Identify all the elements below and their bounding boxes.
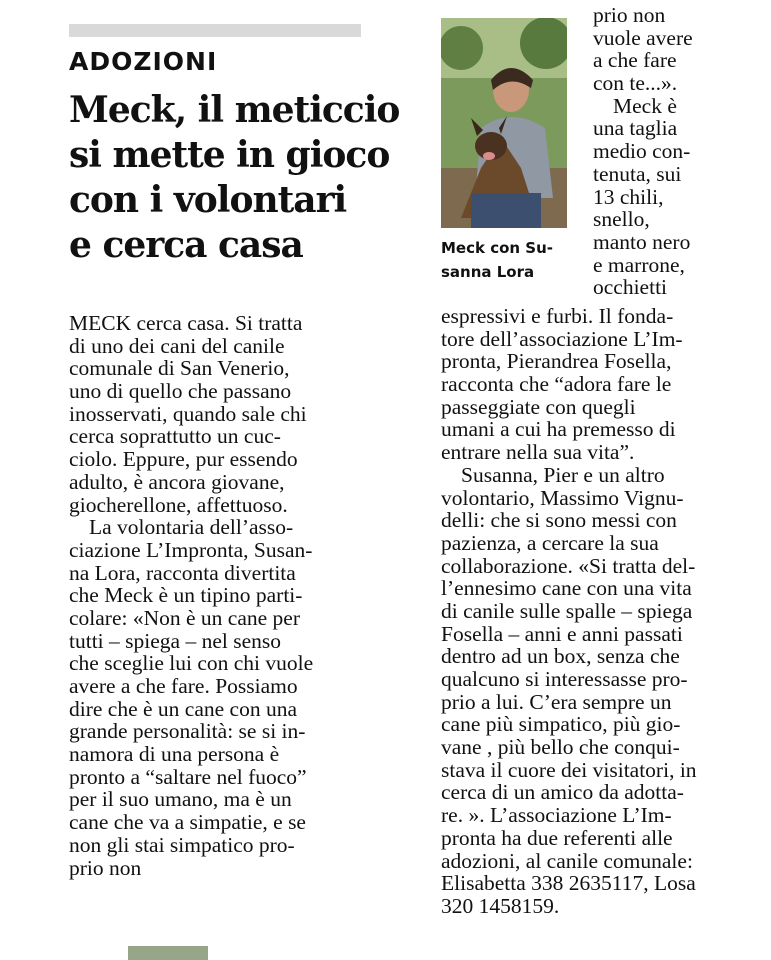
text-line: ciazione L’Impronta, Susan- xyxy=(69,537,313,562)
text-line: prio a lui. C’era sempre un xyxy=(441,689,672,714)
text-line: uno di quello che passano xyxy=(69,379,292,404)
text-line: giocherellone, affettuoso. xyxy=(69,492,288,517)
text-line: Meck è xyxy=(613,93,677,118)
text-line: e marrone, xyxy=(593,252,685,277)
text-line: espressivi e furbi. Il fonda- xyxy=(441,304,674,328)
text-line: cerca di un amico da adotta- xyxy=(441,780,684,805)
text-line: medio con- xyxy=(593,139,691,164)
text-line: Susanna, Pier e un altro xyxy=(461,462,665,487)
text-line: snello, xyxy=(593,207,650,232)
text-line: entrare nella sua vita”. xyxy=(441,440,635,465)
text-line: con te...». xyxy=(593,71,678,96)
text-line: vuole avere xyxy=(593,25,693,50)
text-line: re. ». L’associazione L’Im- xyxy=(441,803,672,828)
text-line: non gli stai simpatico pro- xyxy=(69,832,295,857)
text-line: inosservati, quando sale chi xyxy=(69,401,307,426)
text-line: cerca soprattutto un cuc- xyxy=(69,424,281,449)
text-line: namora di una persona è xyxy=(69,742,280,767)
text-line: grande personalità: se si in- xyxy=(69,719,306,744)
text-line: vane , più bello che conqui- xyxy=(441,735,680,760)
text-line: tenuta, sui xyxy=(593,161,682,186)
text-line: pronto a “saltare nel fuoco” xyxy=(69,764,307,789)
text-line: adulto, è ancora giovane, xyxy=(69,469,285,494)
article-column-left xyxy=(69,312,369,879)
text-line: che Meck è un tipino parti- xyxy=(69,583,303,608)
caption-line: sanna Lora xyxy=(441,263,535,281)
headline xyxy=(69,88,400,268)
photo-illustration xyxy=(441,18,567,228)
text-line: avere a che fare. Possiamo xyxy=(69,674,298,698)
headline-line: e cerca casa xyxy=(69,224,303,266)
text-line: pazienza, a cercare la sua xyxy=(441,530,659,555)
text-line: Elisabetta 338 2635117, Losa xyxy=(441,871,696,896)
text-line: adozioni, al canile comunale: xyxy=(441,848,693,873)
text-line: cane più simpatico, più gio- xyxy=(441,712,681,737)
text-line: qualcuno si interessasse pro- xyxy=(441,667,688,691)
text-line: passeggiate con quegli xyxy=(441,394,636,419)
headline-line: con i volontari xyxy=(69,179,347,221)
text-line: l’ennesimo cane con una vita xyxy=(441,576,692,601)
text-line: a che fare xyxy=(593,48,677,73)
article-column-right xyxy=(441,305,761,918)
text-line: prio non xyxy=(593,3,666,27)
text-line: comunale di San Venerio, xyxy=(69,356,290,381)
text-line: manto nero xyxy=(593,229,691,254)
text-line: umani a cui ha premesso di xyxy=(441,417,676,442)
text-line: colare: «Non è un cane per xyxy=(69,605,301,630)
text-line: che sceglie lui con chi vuole xyxy=(69,651,314,676)
headline-line: Meck, il meticcio xyxy=(69,89,400,131)
article-photo xyxy=(441,18,567,228)
text-line: dire che è un cane con una xyxy=(69,696,298,721)
text-line: MECK cerca casa. Si tratta xyxy=(69,311,303,335)
text-line: di canile sulle spalle – spiega xyxy=(441,598,693,623)
text-line: 320 1458159. xyxy=(441,893,560,918)
text-line: volontario, Massimo Vignu- xyxy=(441,485,684,510)
text-line: tutti – spiega – nel senso xyxy=(69,628,281,653)
text-line: per il suo umano, ma è un xyxy=(69,787,292,812)
text-line: occhietti xyxy=(593,275,668,300)
text-line: dentro ad un box, senza che xyxy=(441,644,680,669)
text-line: La volontaria dell’asso- xyxy=(89,515,294,540)
caption-line: Meck con Su- xyxy=(441,239,553,257)
text-line: tore dell’associazione L’Im- xyxy=(441,326,683,351)
text-line: stava il cuore dei visitatori, in xyxy=(441,757,697,782)
text-line: una taglia xyxy=(593,116,678,141)
text-line: pronta, Pierandrea Fosella, xyxy=(441,349,672,374)
top-rule xyxy=(69,24,361,37)
text-line: Fosella – anni e anni passati xyxy=(441,621,683,646)
text-line: pronta ha due referenti alle xyxy=(441,825,673,850)
text-line: ciolo. Eppure, pur essendo xyxy=(69,447,298,472)
section-kicker: ADOZIONI xyxy=(69,47,218,76)
article-column-right-top xyxy=(593,4,763,299)
text-line: collaborazione. «Si tratta del- xyxy=(441,553,696,578)
text-line: delli: che si sono messi con xyxy=(441,508,677,533)
photo-caption xyxy=(441,236,553,284)
text-line: cane che va a simpatie, e se xyxy=(69,810,306,835)
text-line: 13 chili, xyxy=(593,184,664,209)
next-photo-edge xyxy=(128,946,208,960)
text-line: prio non xyxy=(69,855,142,880)
headline-line: si mette in gioco xyxy=(69,134,390,176)
text-line: racconta che “adora fare le xyxy=(441,372,672,397)
text-line: na Lora, racconta divertita xyxy=(69,560,296,585)
text-line: di uno dei cani del canile xyxy=(69,333,285,358)
